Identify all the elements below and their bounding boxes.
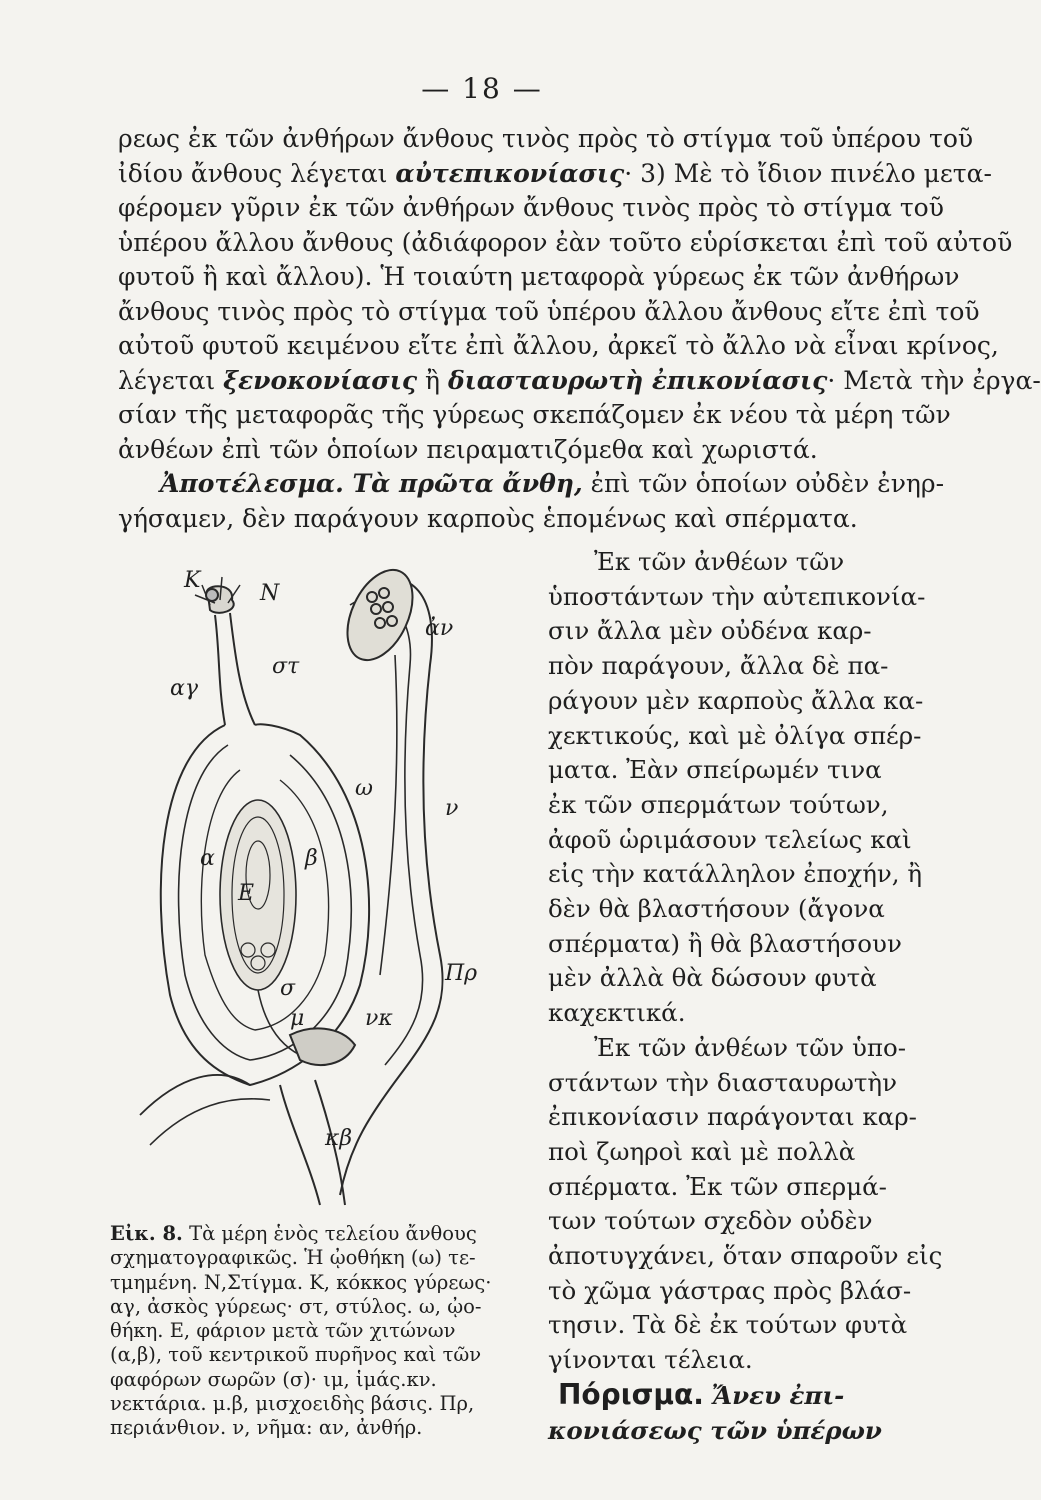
- text-line: κονιάσεως τῶν ὑπέρων: [548, 1415, 882, 1445]
- text-line: τὸ χῶμα γάστρας πρὸς βλάσ-: [548, 1275, 912, 1305]
- caption-line: περιάνθιον. ν, νῆμα: αν, ἀνθήρ.: [110, 1416, 423, 1440]
- pollen-grain: [206, 589, 218, 601]
- text-line: Ἐκ τῶν ἀνθέων τῶν ὑπο-: [594, 1032, 906, 1062]
- flower-diagram: [140, 555, 540, 1205]
- caption-line: νεκτάρια. μ.β, μισχοειδὴς βάσις. Πρ,: [110, 1392, 475, 1416]
- text-line: σιν ἄλλα μὲν οὐδένα καρ-: [548, 616, 872, 646]
- body-text-right-column: [548, 545, 943, 1448]
- text-line: ἀφοῦ ὡριμάσουν τελείως καὶ: [548, 824, 912, 854]
- caption-line: σχηματογραφικῶς. Ἡ ᾠοθήκη (ω) τε-: [110, 1246, 476, 1270]
- fig-label-omega: ω: [355, 776, 373, 801]
- figure-caption: [110, 1222, 520, 1441]
- text-line: φυτοῦ ἢ καὶ ἄλλου). Ἡ τοιαύτη μεταφορὰ γύρεως ἐκ τῶν ἀνθήρων: [118, 262, 960, 291]
- text-line: καχεκτικά.: [548, 998, 686, 1028]
- text-line: των τούτων σχεδὸν οὐδὲν: [548, 1206, 873, 1236]
- text-line: ράγουν μὲν καρποὺς ἄλλα κα-: [548, 685, 924, 715]
- term-diastavroti: διασταυρωτὴ ἐπικονίασις: [447, 365, 828, 395]
- caption-line: τμημένη. Ν,Στίγμα. Κ, κόκκος γύρεως·: [110, 1270, 492, 1294]
- fig-label-e: Ε: [238, 881, 255, 906]
- term-autepikoniasis: αὐτεπικονίασις: [395, 158, 625, 188]
- text-line: Ἐκ τῶν ἀνθέων τῶν: [594, 547, 845, 576]
- fig-label-alpha: α: [200, 846, 215, 871]
- text-line: πὸν παράγουν, ἄλλα δὲ πα-: [548, 651, 889, 681]
- text-line: ὑποστάντων τὴν αὐτεπικονία-: [548, 581, 926, 611]
- text-line: σίαν τῆς μεταφορᾶς τῆς γύρεως σκεπάζομεν ἐκ νέου τὰ μέρη τῶν: [118, 400, 951, 429]
- nectary-shape: [290, 1028, 355, 1065]
- text-line: ὑπέρου ἄλλου ἄνθους (ἀδιάφορον ἐὰν τοῦτο εὑρίσκεται ἐπὶ τοῦ αὐτοῦ: [118, 227, 1013, 257]
- text-line: ἄνθους τινὸς πρὸς τὸ στίγμα τοῦ ὑπέρου ἄλλου ἄνθους εἴτε ἐπὶ τοῦ: [118, 296, 980, 326]
- text-line: αὐτοῦ φυτοῦ κειμένου εἴτε ἐπὶ ἄλλου, ἀρκεῖ τὸ ἄλλο νὰ εἶναι κρίνος,: [118, 331, 999, 360]
- text-line: χεκτικούς, καὶ μὲ ὀλίγα σπέρ-: [548, 720, 922, 750]
- caption-line: Εἰκ. 8. Τὰ μέρη ἑνὸς τελείου ἄνθους: [110, 1222, 477, 1245]
- text-line: ἀποτυγχάνει, ὅταν σπαροῦν εἰς: [548, 1241, 943, 1271]
- fig-label-pr: Πρ: [445, 961, 478, 986]
- text-line: γίνονται τέλεια.: [548, 1345, 753, 1375]
- text-line: λέγεται ξενοκονίασις ἢ διασταυρωτὴ ἐπικονίασις· Μετὰ τὴν ἐργα-: [118, 365, 1041, 395]
- fig-label-n: Ν: [260, 581, 280, 606]
- porisma-heading: Πόρισμα.: [558, 1377, 704, 1411]
- text-line: στάντων τὴν διασταυρωτὴν: [548, 1067, 897, 1097]
- text-line: σπέρματα) ἢ θὰ βλαστήσουν: [548, 928, 902, 958]
- fig-label-nu: ν: [445, 796, 459, 821]
- caption-line: (α,β), τοῦ κεντρικοῦ πυρῆνος καὶ τῶν: [110, 1343, 482, 1367]
- text-line: δὲν θὰ βλαστήσουν (ἄγονα: [548, 894, 885, 924]
- caption-line: θήκη. Ε, φάριον μετὰ τῶν χιτώνων: [110, 1319, 456, 1343]
- caption-line: φαφόρων σωρῶν (σ)· ιμ, ἱμάς.κν.: [110, 1367, 437, 1391]
- fig-label-nk: νκ: [365, 1006, 393, 1031]
- text-line: ἰδίου ἄνθους λέγεται αὐτεπικονίασις· 3) Μὲ τὸ ἴδιον πινέλο μετα-: [118, 158, 992, 188]
- fig-label-kb: κβ: [325, 1126, 353, 1151]
- text-line: ρεως ἐκ τῶν ἀνθήρων ἄνθους τινὸς πρὸς τὸ στίγμα τοῦ ὑπέρου τοῦ: [118, 124, 974, 153]
- text-line: Ἀποτέλεσμα. Τὰ πρῶτα ἄνθη, ἐπὶ τῶν ὁποίων οὐδὲν ἐνηρ-: [160, 469, 945, 498]
- text-line: φέρομεν γῦριν ἐκ τῶν ἀνθήρων ἄνθους τινὸς πρὸς τὸ στίγμα τοῦ: [118, 193, 944, 222]
- perianth-shape: [340, 579, 443, 1195]
- text-line: σπέρματα. Ἐκ τῶν σπερμά-: [548, 1171, 887, 1201]
- filament-shape: [380, 655, 397, 975]
- text-line: γήσαμεν, δὲν παράγουν καρποὺς ἑπομένως καὶ σπέρματα.: [118, 503, 858, 533]
- fig-label-beta: β: [305, 846, 318, 871]
- text-line: τησιν. Τὰ δὲ ἐκ τούτων φυτὰ: [548, 1310, 908, 1340]
- receptacle-shape: [280, 1085, 320, 1205]
- body-text-top: [118, 122, 1041, 536]
- flower-diagram-svg: [140, 555, 540, 1205]
- fig-label-st: στ: [272, 654, 300, 679]
- anther-shape: [334, 560, 425, 671]
- text-line: μὲν ἀλλὰ θὰ δώσουν φυτὰ: [548, 963, 877, 993]
- text-line: Πόρισμα. Ἄνευ ἐπι-: [558, 1377, 845, 1411]
- fig-label-k: Κ: [184, 568, 201, 593]
- term-xenokoniasis: ξενοκονίασις: [223, 365, 418, 395]
- fig-label-sigma: σ: [280, 976, 296, 1001]
- term-apotelesma: Ἀποτέλεσμα. Τὰ πρῶτα ἄνθη,: [160, 469, 583, 498]
- caption-line: αγ, ἀσκὸς γύρεως· στ, στύλος. ω, ᾠο-: [110, 1294, 482, 1318]
- text-line: ἐκ τῶν σπερμάτων τούτων,: [548, 789, 889, 819]
- fig-label-mu: μ: [290, 1006, 305, 1031]
- fig-label-ag: αγ: [170, 676, 199, 701]
- text-line: ἐπικονίασιν παράγονται καρ-: [548, 1102, 917, 1132]
- text-line: ματα. Ἐὰν σπείρωμέν τινα: [548, 755, 882, 785]
- text-line: ποὶ ζωηροὶ καὶ μὲ πολλὰ: [548, 1136, 856, 1166]
- fig-label-an: ἀν: [425, 616, 454, 641]
- caption-label: Εἰκ. 8.: [110, 1222, 183, 1245]
- page-number: — 18 —: [421, 72, 543, 105]
- text-line: εἰς τὴν κατάλληλον ἐποχήν, ἢ: [548, 859, 923, 889]
- text-line: ἀνθέων ἐπὶ τῶν ὁποίων πειραματιζόμεθα καὶ χωριστά.: [118, 434, 818, 464]
- style-shape: [215, 615, 225, 725]
